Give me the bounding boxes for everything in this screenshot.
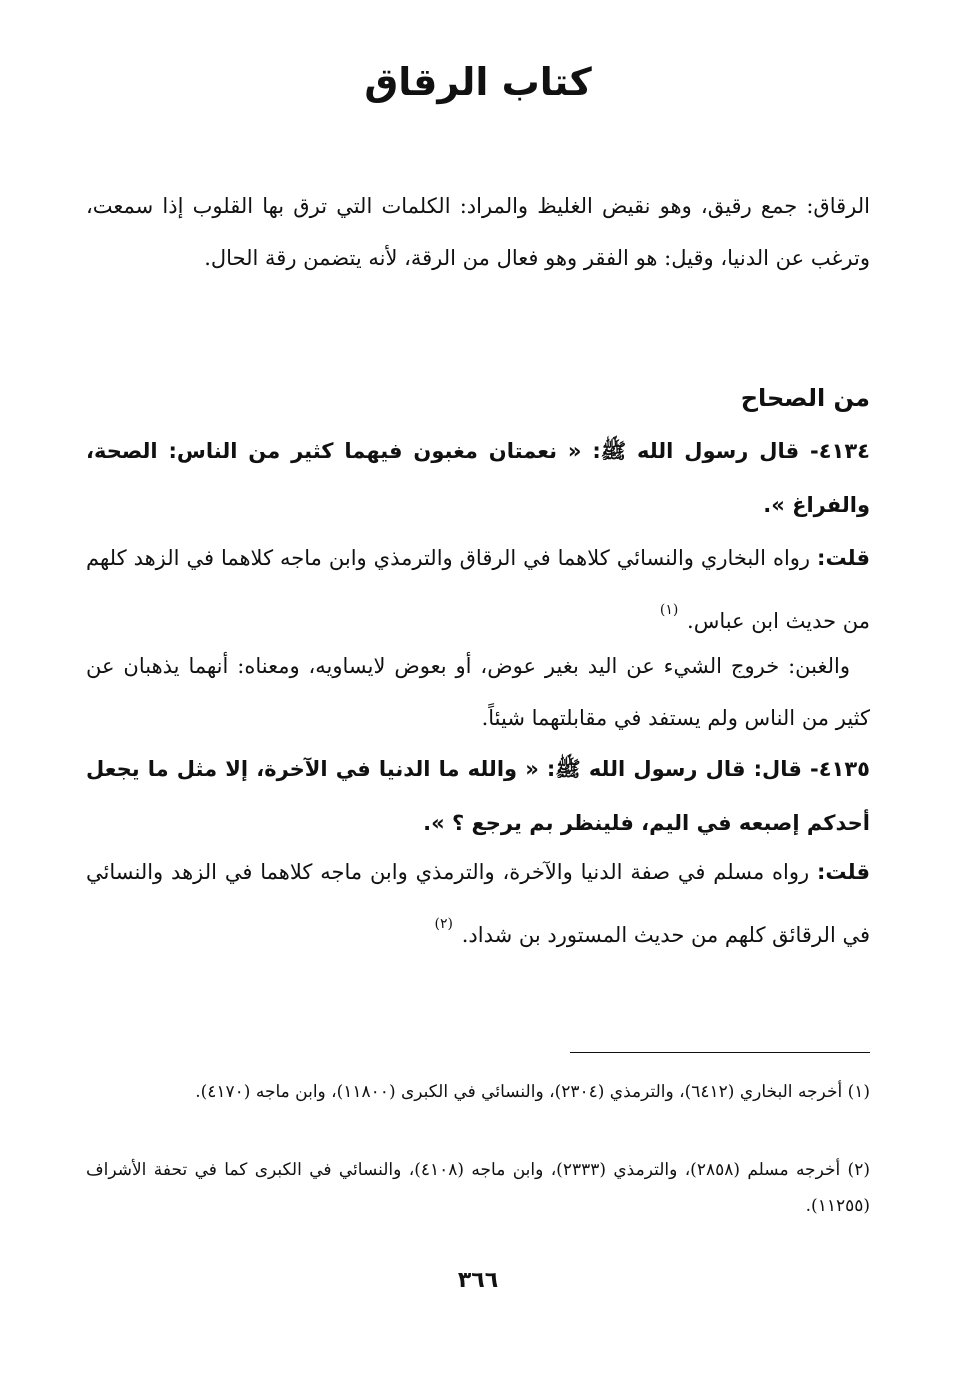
qult-paragraph-1 bbox=[86, 532, 870, 647]
footnote-1: (١) أخرجه البخاري (٦٤١٢)، والترمذي (٢٣٠٤)، والنسائي في الكبرى (١١٨٠٠)، وابن ماجه (٤١٧٠). bbox=[195, 1082, 870, 1102]
qult-label: قلت: bbox=[817, 546, 870, 570]
footnote-2: (٢) أخرجه مسلم (٢٨٥٨)، والترمذي (٢٣٣٣)، وابن ماجه (٤١٠٨)، والنسائي في الكبرى كما في تحفة الأشراف (١١٢٥٥). bbox=[86, 1160, 870, 1216]
chapter-title: كتاب الرقاق bbox=[364, 60, 592, 104]
hadith-4134: ٤١٣٤- قال رسول الله ﷺ: « نعمتان مغبون فيهما كثير من الناس: الصحة، والفراغ ». bbox=[86, 439, 870, 517]
ghabn-paragraph: والغبن: خروج الشيء عن اليد بغير عوض، أو بعوض لايساويه، ومعناه: أنهما يذهبان عن كثير من الناس ولم يستفد في مقابلتهما شيئاً. bbox=[86, 654, 870, 730]
qult-text: رواه البخاري والنسائي كلاهما في الرقاق والترمذي وابن ماجه كلاهما في الزهد كلهم من حديث ابن عباس. bbox=[86, 546, 870, 633]
intro-paragraph: الرقاق: جمع رقيق، وهو نقيض الغليظ والمراد: الكلمات التي ترق بها القلوب إذا سمعت، وترغب عن الدنيا، وقيل: هو الفقر وهو فعال من الرقة، لأنه يتضمن رقة الحال. bbox=[86, 194, 870, 270]
qult-paragraph-2 bbox=[86, 846, 870, 961]
qult-label: قلت: bbox=[817, 860, 870, 884]
qult-text: رواه مسلم في صفة الدنيا والآخرة، والترمذي وابن ماجه كلاهما في الزهد والنسائي في الرقائق كلهم من حديث المستورد بن شداد. bbox=[86, 860, 870, 947]
footnote-ref-2: (٢) bbox=[434, 916, 454, 932]
section-heading: من الصحاح bbox=[740, 384, 870, 412]
page-number: ٣٦٦ bbox=[457, 1268, 499, 1293]
footnote-ref-1: (١) bbox=[659, 602, 679, 618]
hadith-4135: ٤١٣٥- قال: قال رسول الله ﷺ: « والله ما الدنيا في الآخرة، إلا مثل ما يجعل أحدكم إصبعه في اليم، فلينظر بم يرجع ؟ ». bbox=[86, 757, 870, 835]
footnote-divider bbox=[570, 1052, 870, 1053]
